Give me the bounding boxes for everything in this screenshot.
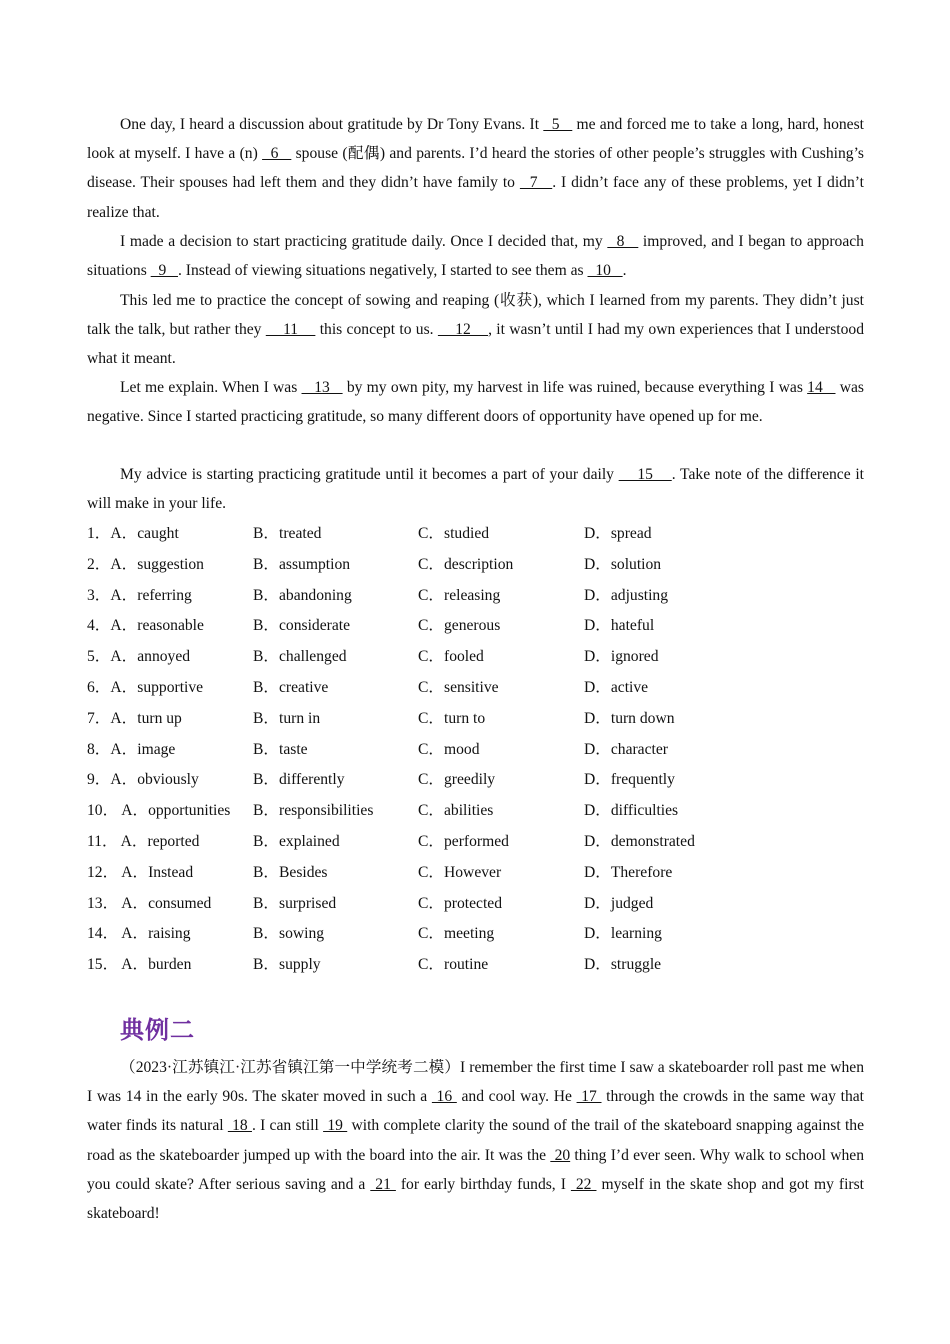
answer-blank: 7 [519, 174, 553, 192]
answer-blank: 12 [437, 321, 489, 339]
option-b: B．treated [253, 525, 322, 542]
passage-paragraph-1: One day, I heard a discussion about gratitude by Dr Tony Evans. It 5 me and forced me to take a long, hard, honest look at myself. I have a (n) 6 spouse (配偶) and parents. I’d heard the stories of other people’s struggles with Cushing’s disease. Their spouses had left them and they didn’t have family to 7 . I didn’t face any of these problems, yet I didn’t realize that. [87, 116, 865, 221]
option-c: C．meeting [418, 925, 495, 943]
option-c: C．mood [418, 740, 480, 758]
option-d: D．struggle [584, 956, 662, 974]
question-row [87, 704, 864, 735]
option-b: B．explained [253, 832, 340, 850]
option-d: D．active [584, 678, 649, 696]
option-a: 11． A．reported [87, 832, 200, 850]
option-a: 5．A．annoyed [87, 648, 191, 666]
question-options-list [87, 519, 864, 981]
option-a: 4．A．reasonable [87, 617, 204, 635]
answer-blank: 11 [265, 321, 316, 339]
option-b: B．responsibilities [253, 802, 374, 820]
question-row [87, 796, 864, 827]
option-d: D．hateful [584, 617, 655, 635]
passage2-paragraph: （2023·江苏镇江·江苏省镇江第一中学统考二模）I remember the first time I saw a skateboarder roll past me when I was 14 in the early 90s. The skater moved in such a 16 and cool way. He 17 through the crowds in the same way that water finds its natural 18 . I can still 19 with complete clarity the sound of the trail of the skateboard snapping against the road as the skateboarder jumped up with the board into the air. It was the 20 thing I’d ever seen. Why walk to school when you could skate? After serious saving and a 21 for early birthday funds, I 22 myself in the skate shop and got my first skateboard! [87, 1059, 865, 1223]
option-b: B．turn in [253, 709, 321, 727]
option-b: B．taste [253, 740, 308, 758]
passage-paragraph-3: This led me to practice the concept of sowing and reaping (收获), which I learned from my parents. They didn’t just talk the talk, but rather they 11 this concept to us. 12 , it wasn’t until I had my own experiences that I understood what it meant. [87, 292, 865, 368]
answer-blank: 13 [301, 379, 343, 396]
answer-blank: 5 [543, 116, 573, 133]
answer-blank: 16 [431, 1088, 457, 1106]
option-c: C．performed [418, 832, 509, 850]
question-row [87, 611, 864, 642]
option-c: C．releasing [418, 586, 501, 604]
answer-blank: 14 [807, 379, 836, 396]
answer-blank: 21 [370, 1175, 396, 1193]
option-d: D．learning [584, 925, 662, 943]
option-b: B．creative [253, 678, 329, 696]
option-d: D．judged [584, 894, 654, 912]
answer-blank: 9 [150, 262, 178, 280]
option-c: C．generous [418, 617, 501, 635]
option-c: C．routine [418, 956, 489, 974]
option-c: C．protected [418, 894, 503, 912]
option-a: 14． A．raising [87, 925, 191, 943]
question-row [87, 919, 864, 950]
question-row [87, 519, 864, 550]
question-row [87, 735, 864, 766]
question-row [87, 889, 864, 920]
option-a: 3．A．referring [87, 586, 192, 604]
option-d: D．difficulties [584, 802, 679, 820]
question-row [87, 827, 864, 858]
option-a: 13． A．consumed [87, 894, 212, 912]
option-d: D．solution [584, 555, 662, 573]
option-a: 6．A．supportive [87, 678, 204, 696]
question-row [87, 765, 864, 796]
option-d: D．frequently [584, 771, 675, 789]
option-a: 7．A．turn up [87, 709, 182, 727]
answer-blank: 18 [227, 1117, 252, 1135]
option-d: D．adjusting [584, 586, 669, 604]
option-a: 9．A．obviously [87, 771, 199, 789]
option-b: B．challenged [253, 648, 347, 666]
answer-blank: 17 [576, 1088, 602, 1106]
option-d: D．Therefore [584, 863, 673, 881]
question-row [87, 642, 864, 673]
answer-blank: 19 [323, 1117, 348, 1135]
option-c: C．sensitive [418, 678, 499, 696]
option-d: D．character [584, 740, 668, 758]
question-row [87, 950, 864, 981]
option-d: D．demonstrated [584, 832, 695, 850]
option-a: 2．A．suggestion [87, 555, 204, 573]
option-c: C．greedily [418, 771, 496, 789]
passage-paragraph-2: I made a decision to start practicing gratitude daily. Once I decided that, my 8 improved, and I began to approach situations 9 . Instead of viewing situations negatively, I started to see them as 10 . [87, 233, 864, 280]
option-c: C．description [418, 555, 514, 573]
question-row [87, 673, 864, 704]
answer-blank: 15 [618, 466, 672, 483]
option-b: B．differently [253, 771, 345, 789]
answer-blank: 6 [262, 145, 292, 163]
option-b: B．Besides [253, 863, 328, 881]
answer-blank: 20 [550, 1146, 571, 1164]
option-c: C．abilities [418, 802, 494, 820]
option-b: B．surprised [253, 894, 337, 912]
option-b: B．supply [253, 956, 321, 974]
option-c: C．fooled [418, 648, 484, 666]
passage-paragraph-4: Let me explain. When I was 13 by my own pity, my harvest in life was ruined, because everything I was 14 was negative. Since I started practicing gratitude, so many different doors of opportunity have opened up for me. [87, 379, 864, 426]
answer-blank: 10 [587, 262, 623, 280]
option-a: 12． A．Instead [87, 863, 194, 881]
answer-blank: 22 [570, 1175, 597, 1193]
option-c: C．turn to [418, 709, 486, 727]
option-a: 1．A．caught [87, 525, 179, 542]
answer-blank: 8 [607, 233, 639, 250]
option-d: D．turn down [584, 709, 675, 727]
section-heading: 典例二 [120, 1016, 195, 1044]
option-b: B．considerate [253, 617, 350, 635]
question-row [87, 550, 864, 581]
option-b: B．assumption [253, 555, 351, 573]
option-d: D．spread [584, 525, 652, 542]
option-a: 15． A．burden [87, 956, 192, 974]
option-d: D．ignored [584, 648, 659, 666]
option-b: B．sowing [253, 925, 325, 943]
option-b: B．abandoning [253, 586, 352, 604]
question-row [87, 581, 864, 612]
passage-paragraph-5: My advice is starting practicing gratitude until it becomes a part of your daily 15 . Take note of the difference it will make in your life. [87, 466, 865, 513]
option-c: C．However [418, 863, 502, 881]
option-c: C．studied [418, 525, 490, 542]
question-row [87, 858, 864, 889]
option-a: 8．A．image [87, 740, 176, 758]
option-a: 10． A．opportunities [87, 802, 231, 820]
